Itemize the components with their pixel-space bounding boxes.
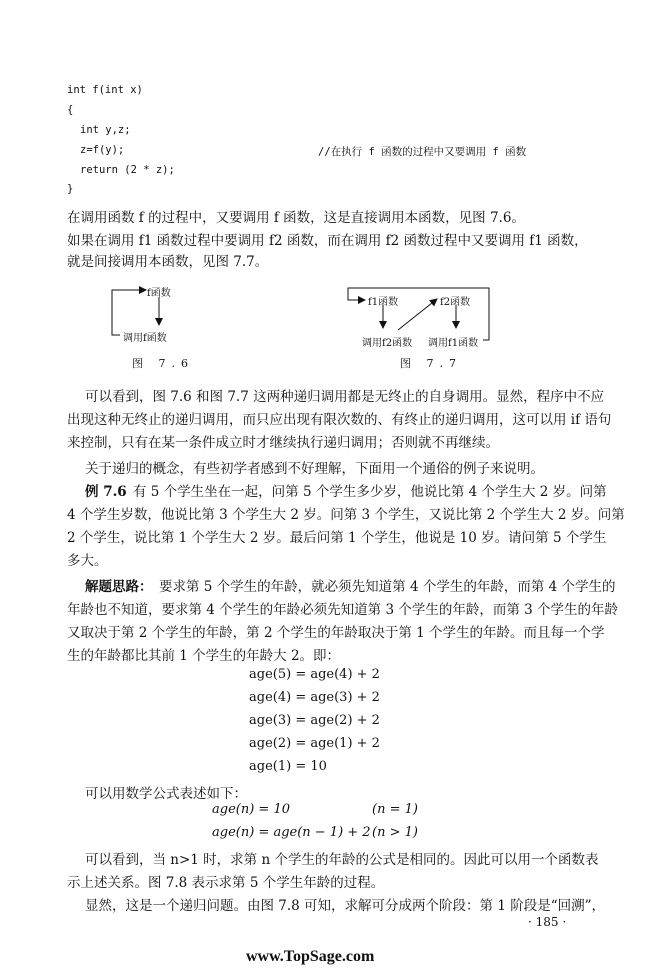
example-label: 例 7.6 (85, 484, 127, 500)
paragraph: 4 个学生岁数，他说比第 3 个学生大 2 岁。问第 3 个学生，又说比第 2 个学生大 2 岁。问第 (67, 507, 625, 523)
paragraph: 有 5 个学生坐在一起，问第 5 个学生多少岁，他说比第 4 个学生大 2 岁。问第 (133, 484, 607, 500)
paragraph: 又取决于第 2 个学生的年龄，第 2 个学生的年龄取决于第 1 个学生的年龄。而且每一个学 (67, 625, 605, 641)
paragraph: 多大。 (67, 553, 108, 569)
paragraph: 要求第 5 个学生的年龄，就必须先知道第 4 个学生的年龄，而第 4 个学生的 (159, 579, 616, 595)
code-line: z=f(y); (80, 144, 125, 156)
equation: age(2) = age(1) + 2 (249, 736, 380, 751)
formula-row-2: age(n) = age(n − 1) + 2 (212, 825, 371, 840)
fig77-f2-function: f2函数 (440, 297, 471, 308)
fig77-f1-function: f1函数 (368, 297, 399, 308)
formula-cond-1: (n = 1) (372, 802, 418, 817)
equation: age(3) = age(2) + 2 (249, 713, 380, 728)
paragraph: 出现这种无终止的递归调用，而只应出现有限次数的、有终止的递归调用，这可以用 if 语句 (67, 412, 612, 428)
code-line: { (67, 104, 74, 116)
code-line: int f(int x) (67, 84, 143, 96)
footer-site: www.TopSage.com (246, 948, 375, 965)
formula-cond-2: (n > 1) (372, 825, 418, 840)
paragraph: 示上述关系。图 7.8 表示求第 5 个学生年龄的过程。 (67, 875, 385, 891)
paragraph: 关于递归的概念，有些初学者感到不好理解，下面用一个通俗的例子来说明。 (85, 461, 544, 477)
equation: age(4) = age(3) + 2 (249, 690, 380, 705)
figure-caption: 图 7.6 (132, 357, 194, 370)
paragraph: 显然，这是一个递归问题。由图 7.8 可知，求解可分成两个阶段：第 1 阶段是“回溯”， (85, 898, 606, 914)
formula-row-1: age(n) = 10 (212, 802, 290, 817)
fig76-f-function: f函数 (147, 288, 171, 299)
fig76-call-f: 调用f函数 (123, 333, 167, 344)
figure-caption: 图 7.7 (400, 357, 462, 370)
paragraph: 如果在调用 f1 函数过程中要调用 f2 函数，而在调用 f2 函数过程中又要调用 f1 函数， (67, 233, 588, 249)
paragraph: 2 个学生，说比第 1 个学生大 2 岁。最后问第 1 个学生，他说是 10 岁。请问第 5 个学生 (67, 530, 607, 546)
paragraph: 可以看到，当 n>1 时，求第 n 个学生的年龄的公式是相同的。因此可以用一个函数表 (85, 852, 599, 868)
paragraph: 生的年龄都比其前 1 个学生的年龄大 2。即： (67, 648, 341, 664)
equation: age(5) = age(4) + 2 (249, 667, 380, 682)
code-line: return (2 * z); (80, 164, 175, 176)
code-line: int y,z; (80, 124, 131, 136)
equation: age(1) = 10 (249, 759, 327, 774)
code-comment: //在执行 f 函数的过程中又要调用 f 函数 (318, 146, 527, 158)
fig77-call-f1: 调用f1函数 (428, 338, 479, 349)
page-number: · 185 · (528, 915, 567, 929)
paragraph: 年龄也不知道，要求第 4 个学生的年龄必须先知道第 3 个学生的年龄，而第 3 个学生的年龄 (67, 602, 619, 618)
paragraph: 在调用函数 f 的过程中，又要调用 f 函数，这是直接调用本函数，见图 7.6。 (67, 210, 525, 226)
paragraph: 来控制，只有在某一条件成立时才继续执行递归调用；否则就不再继续。 (67, 435, 499, 451)
paragraph: 可以用数学公式表述如下： (85, 786, 247, 802)
code-line: } (67, 183, 74, 195)
solution-label: 解题思路： (85, 579, 153, 595)
paragraph: 可以看到，图 7.6 和图 7.7 这两种递归调用都是无终止的自身调用。显然，程序中不应 (85, 389, 605, 405)
fig77-call-f2: 调用f2函数 (362, 338, 413, 349)
paragraph: 就是间接调用本函数，见图 7.7。 (67, 254, 269, 270)
